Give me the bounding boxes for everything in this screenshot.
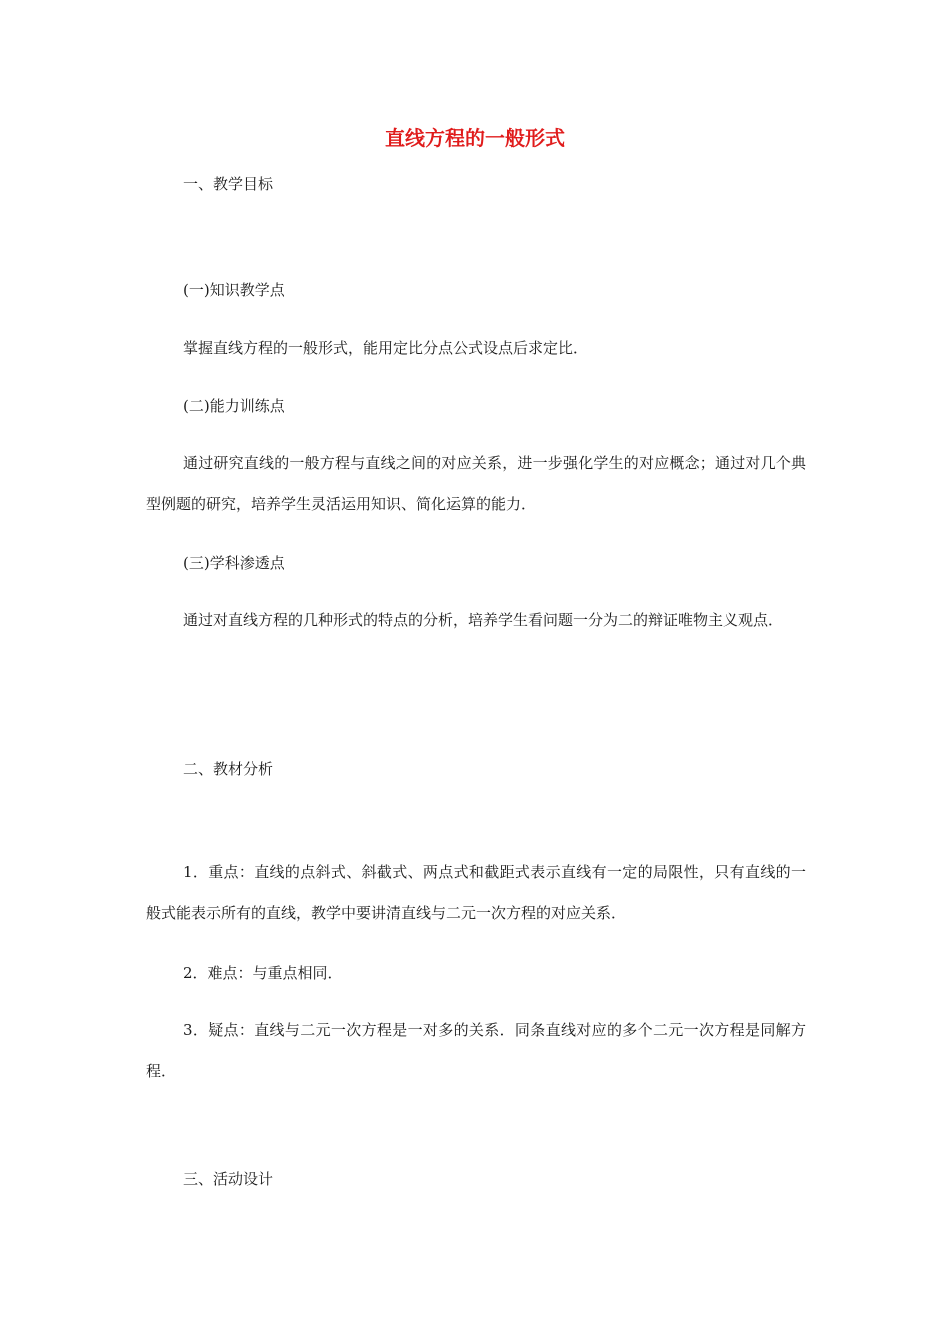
section-heading-objectives: 一、教学目标 (183, 175, 274, 193)
list-item-doubt-point: 3．疑点：直线与二元一次方程是一对多的关系．同条直线对应的多个二元一次方程是同解方程． (146, 1021, 806, 1080)
section-heading-material-analysis: 二、教材分析 (183, 760, 274, 778)
paragraph-ability-points: 通过研究直线的一般方程与直线之间的对应关系，进一步强化学生的对应概念；通过对几个典型例题的研究，培养学生灵活运用知识、简化运算的能力． (146, 454, 806, 513)
subheading-ability-points: (二)能力训练点 (183, 397, 285, 415)
list-item-difficult-point: 2．难点：与重点相同． (183, 964, 343, 982)
section-heading-activity-design: 三、活动设计 (183, 1170, 274, 1188)
paragraph-knowledge-points: 掌握直线方程的一般形式，能用定比分点公式设点后求定比． (183, 339, 589, 357)
subheading-subject-points: (三)学科渗透点 (183, 554, 285, 572)
subheading-knowledge-points: (一)知识教学点 (183, 281, 285, 299)
list-item-key-point: 1．重点：直线的点斜式、斜截式、两点式和截距式表示直线有一定的局限性，只有直线的一般式能表示所有的直线，教学中要讲清直线与二元一次方程的对应关系． (146, 863, 806, 922)
document-title: 直线方程的一般形式 (385, 126, 565, 150)
paragraph-subject-points: 通过对直线方程的几种形式的特点的分析，培养学生看问题一分为二的辩证唯物主义观点． (183, 611, 784, 629)
